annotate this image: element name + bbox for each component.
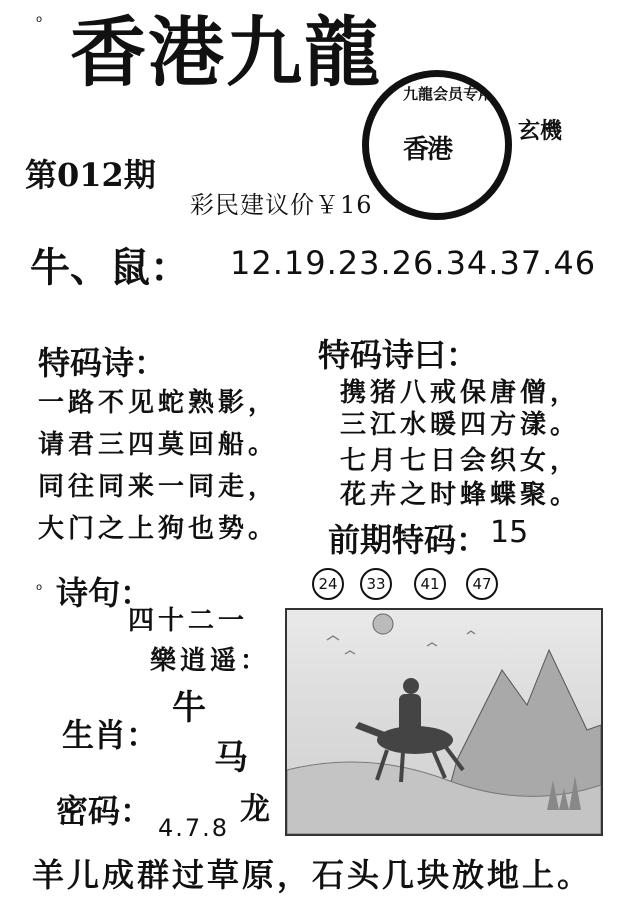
poem-line: 同往同来一同走，: [38, 472, 279, 502]
price-label: 彩民建议价￥16: [190, 191, 373, 219]
poem-reply-heading: 特码诗曰：: [318, 336, 479, 374]
poem-reply-line: 七月七日会织女，: [340, 446, 581, 476]
verse-heading: 诗句：: [56, 574, 153, 612]
header-zodiac: 牛、鼠：: [30, 244, 190, 291]
poem-reply-line: 花卉之时蜂蝶聚。: [340, 480, 581, 510]
seal-stamp: [362, 70, 512, 220]
issue-number: 第012期: [25, 156, 156, 194]
poem-line: 一路不见蛇熟影，: [38, 388, 279, 418]
birds-icon: [327, 631, 475, 654]
verse-line: 四十二一: [128, 606, 249, 636]
landscape-illustration: [285, 608, 603, 836]
number-ball: 41: [414, 568, 446, 600]
mima-label: 密码：: [56, 792, 153, 830]
shengxiao-value: 马: [214, 738, 248, 778]
shengxiao-value: 龙: [240, 792, 270, 827]
shengxiao-value: 牛: [172, 688, 206, 728]
shengxiao-label: 生肖：: [62, 716, 159, 754]
previous-value: 15: [490, 515, 529, 550]
poem-reply-line: 三江水暖四方漾。: [340, 410, 581, 440]
page-title: 香港九龍: [70, 8, 382, 97]
landscape-scene: [287, 610, 601, 834]
poem-line: 请君三四莫回船。: [38, 430, 279, 460]
number-ball: 24: [312, 568, 344, 600]
footer-verse: 羊儿成群过草原，石头几块放地上。: [32, 856, 593, 894]
verse-line: 樂逍遥：: [150, 646, 271, 676]
moon-icon: [373, 614, 393, 634]
header-numbers: 12.19.23.26.34.37.46: [230, 244, 597, 282]
previous-label: 前期特码：: [328, 521, 489, 559]
number-ball: 33: [360, 568, 392, 600]
stamp-side-text: 玄機: [518, 118, 563, 144]
corner-mark-top: o: [36, 14, 43, 25]
poem-line: 大门之上狗也势。: [38, 514, 279, 544]
poem-heading: 特码诗：: [38, 344, 167, 382]
number-ball: 47: [466, 568, 498, 600]
stamp-center-text: 香港: [403, 135, 452, 165]
mima-value: 4.7.8: [158, 814, 230, 842]
poem-reply-line: 携猪八戒保唐僧，: [340, 378, 581, 408]
stamp-outer-text: 九龍会员专用: [403, 85, 494, 103]
corner-mark-middle: o: [36, 582, 43, 593]
